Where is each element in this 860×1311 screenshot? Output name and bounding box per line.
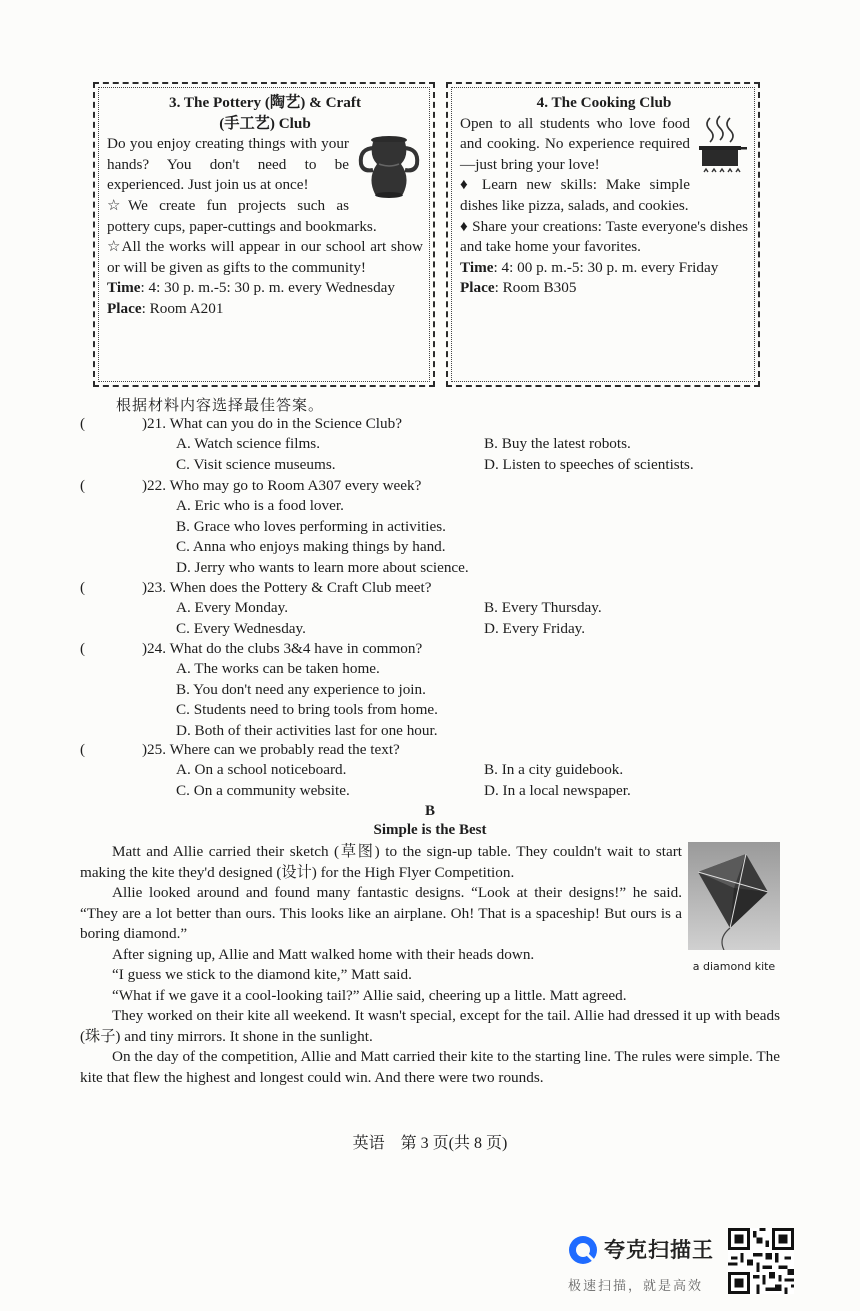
quark-logo-icon: [568, 1235, 598, 1265]
answer-blank[interactable]: (: [80, 477, 86, 494]
pottery-vase-icon: [355, 134, 423, 200]
option-d: D. Every Friday.: [484, 619, 586, 637]
option-a: A. Eric who is a food lover.: [176, 497, 344, 515]
question-21: [80, 414, 780, 475]
brand-tagline: 极速扫描，就是高效: [568, 1279, 704, 1294]
answer-blank[interactable]: (: [80, 741, 86, 758]
club4-title: 4. The Cooking Club: [536, 94, 672, 111]
club3-notice: [93, 82, 435, 387]
qr-code-icon: [728, 1228, 794, 1294]
paragraph: They worked on their kite all weekend. It wasn't special, except for the tail. Allie had dressed it up with beads (珠子) and tiny mirrors. It shone in the sunlight.: [80, 1007, 780, 1045]
question-stem: )22. Who may go to Room A307 every week?: [142, 477, 422, 494]
paragraph: “What if we gave it a cool-looking tail?” Allie said, cheering up a little. Matt agreed.: [112, 986, 627, 1004]
option-d: D. Both of their activities last for one hour.: [176, 721, 438, 739]
cooking-pot-icon: [696, 114, 748, 176]
question-23: [80, 578, 780, 639]
option-a: A. Every Monday.: [176, 599, 289, 617]
question-stem: )25. Where can we probably read the text?: [142, 741, 400, 758]
club3-intro: Do you enjoy creating things with your hands? You don't need to be experienced. Just join us at once!: [107, 135, 349, 194]
club3-point2: ☆All the works will appear in our school art show or will be given as gifts to the community!: [107, 238, 423, 276]
option-b: B. Buy the latest robots.: [484, 435, 631, 453]
option-a: A. On a school noticeboard.: [176, 761, 347, 779]
passage-title: Simple is the Best: [373, 822, 487, 838]
paragraph: On the day of the competition, Allie and Matt carried their kite to the starting line. The rules were simple. The kite that flew the highest and longest could win. And there were two rounds.: [80, 1048, 780, 1086]
club3-point1: ☆We create fun projects such as pottery cups, paper-cuttings and bookmarks.: [107, 196, 377, 235]
question-stem: )23. When does the Pottery & Craft Club meet?: [142, 579, 432, 596]
page-footer: 英语 第 3 页(共 8 页): [352, 1135, 508, 1152]
option-d: D. Jerry who wants to learn more about science.: [176, 558, 469, 576]
paragraph: Matt and Allie carried their sketch (草图) to the sign-up table. They couldn't wait to start making the kite they'd designed (设计) for the High Flyer Competition.: [80, 843, 682, 881]
option-c: C. On a community website.: [176, 781, 350, 799]
question-stem: )21. What can you do in the Science Club?: [142, 415, 402, 432]
question-24: [80, 639, 780, 741]
paragraph: “I guess we stick to the diamond kite,” Matt said.: [112, 966, 412, 983]
option-d: D. Listen to speeches of scientists.: [484, 455, 694, 473]
image-caption: a diamond kite: [692, 959, 776, 973]
club4-time: Time: 4: 00 p. m.-5: 30 p. m. every Friday: [460, 258, 719, 276]
option-a: A. Watch science films.: [176, 435, 320, 453]
option-a: A. The works can be taken home.: [176, 660, 380, 678]
club3-time: Time: 4: 30 p. m.-5: 30 p. m. every Wednesday: [107, 279, 395, 297]
club3-title: 3. The Pottery (陶艺) & Craft (手工艺) Club: [168, 94, 362, 132]
question-25: [80, 740, 780, 801]
club4-point1: ♦ Learn new skills: Make simple dishes like pizza, salads, and cookies.: [460, 176, 690, 214]
kite-figure: [688, 842, 780, 974]
section-label: B: [424, 803, 435, 819]
club4-place: Place: Room B305: [460, 279, 577, 297]
diamond-kite-image: [688, 842, 780, 950]
option-c: C. Anna who enjoys making things by hand.: [176, 538, 446, 556]
answer-blank[interactable]: (: [80, 579, 86, 596]
question-stem: )24. What do the clubs 3&4 have in common?: [142, 640, 423, 657]
option-c: C. Students need to bring tools from home.: [176, 701, 438, 719]
question-22: [80, 476, 780, 578]
option-c: C. Visit science museums.: [176, 455, 336, 473]
answer-blank[interactable]: (: [80, 640, 86, 657]
club3-place: Place: Room A201: [107, 299, 224, 317]
option-d: D. In a local newspaper.: [484, 781, 631, 799]
brand-name: 夸克扫描王: [604, 1238, 714, 1262]
option-b: B. Grace who loves performing in activities.: [176, 517, 446, 535]
option-b: B. You don't need any experience to join.: [176, 680, 426, 698]
club4-intro: Open to all students who love food and cooking. No experience required—just bring your love!: [460, 114, 690, 173]
club4-point2: ♦ Share your creations: Taste everyone's dishes and take home your favorites.: [460, 217, 748, 256]
answer-blank[interactable]: (: [80, 415, 86, 432]
club4-notice: [446, 82, 760, 387]
paragraph: After signing up, Allie and Matt walked home with their heads down.: [112, 945, 535, 963]
option-b: B. In a city guidebook.: [484, 761, 624, 779]
passage-b: [80, 842, 780, 1088]
paragraph: Allie looked around and found many fantastic designs. “Look at their designs!” he said. “They are a lot better than ours. This looks like an airplane. Oh! That is a spaceship! But ours is a boring diamond.”: [80, 884, 682, 942]
instruction: 根据材料内容选择最佳答案。: [116, 396, 325, 414]
option-c: C. Every Wednesday.: [176, 619, 306, 637]
option-b: B. Every Thursday.: [484, 599, 602, 617]
